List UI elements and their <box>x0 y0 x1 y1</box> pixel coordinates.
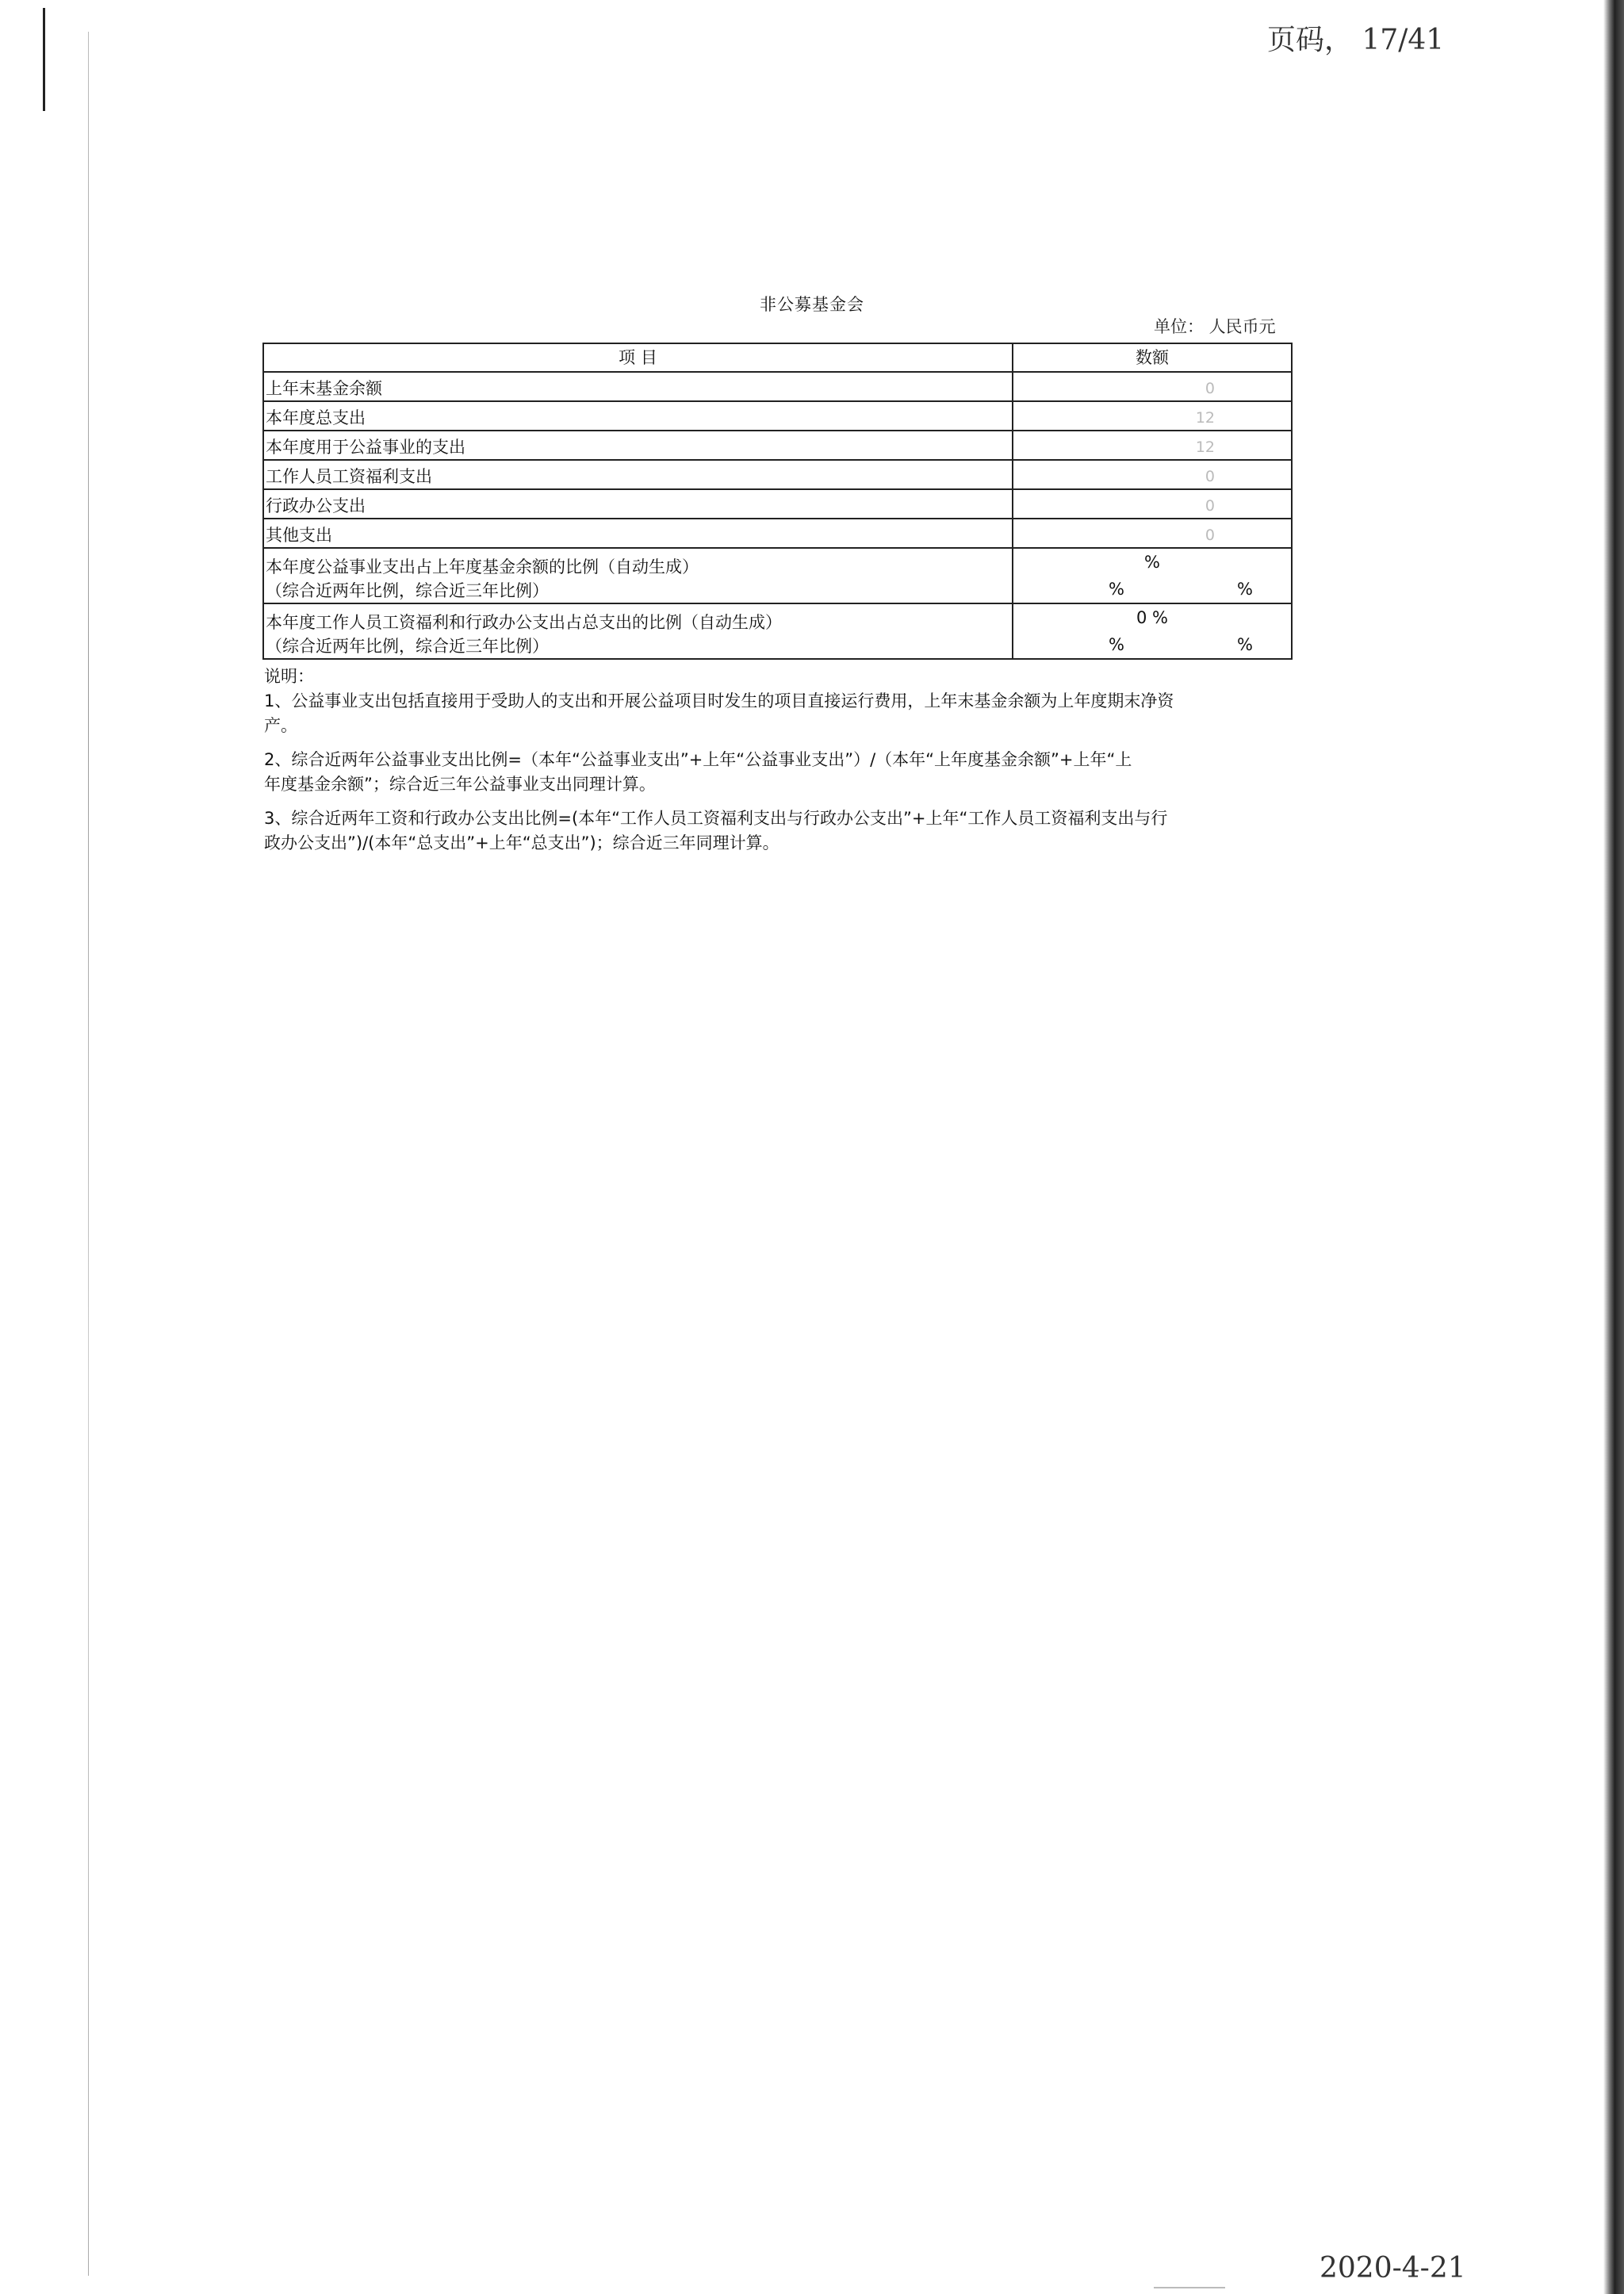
ratio-row-public-welfare <box>263 548 1292 603</box>
column-header-item: 项 目 <box>263 343 1013 372</box>
ratio-current-value: % <box>1144 553 1160 572</box>
scan-margin-line <box>88 32 89 2276</box>
table-row <box>263 519 1292 548</box>
row-value: 12 <box>1013 401 1292 431</box>
ratio-three-year-value: % <box>1237 580 1253 599</box>
ratio-row-salary-admin <box>263 603 1292 659</box>
ratio-three-year-value: % <box>1237 635 1253 654</box>
scan-footer-mark <box>1154 2287 1225 2288</box>
row-value: 0 <box>1013 489 1292 519</box>
note-3-line2: 政办公支出”)/(本年“总支出”+上年“总支出”)；综合近三年同理计算。 <box>264 833 779 852</box>
ratio-label-line1: 本年度工作人员工资福利和行政办公支出占总支出的比例（自动生成） <box>266 613 782 632</box>
note-2-line2: 年度基金余额”；综合近三年公益事业支出同理计算。 <box>264 775 656 794</box>
ratio-label-line1: 本年度公益事业支出占上年度基金余额的比例（自动生成） <box>266 557 699 576</box>
row-label: 上年末基金余额 <box>263 372 1013 401</box>
row-label: 工作人员工资福利支出 <box>263 460 1013 489</box>
ratio-value-cell <box>1013 603 1292 659</box>
ratio-two-year-value: % <box>1109 635 1124 654</box>
fund-expenditure-table <box>262 343 1293 660</box>
row-label: 行政办公支出 <box>263 489 1013 519</box>
ratio-two-year-value: % <box>1109 580 1124 599</box>
row-value: 0 <box>1013 372 1292 401</box>
table-header-row <box>263 343 1292 372</box>
notes-heading: 说明： <box>264 667 314 686</box>
explanatory-notes <box>264 664 1295 856</box>
scan-edge-left <box>43 8 45 111</box>
ratio-label-line2: （综合近两年比例，综合近三年比例） <box>266 581 549 600</box>
note-2-line1: 2、综合近两年公益事业支出比例=（本年“公益事业支出”+上年“公益事业支出”）/（本年“上年度基金余额”+上年“上 <box>264 750 1132 769</box>
row-value: 0 <box>1013 460 1292 489</box>
report-title: 非公募基金会 <box>760 295 864 314</box>
table-row <box>263 372 1292 401</box>
unit-label: 单位： 人民币元 <box>1154 317 1276 336</box>
page-number: 页码， 17/41 <box>1267 24 1445 56</box>
note-1-line2: 产。 <box>264 716 297 735</box>
scan-edge-right <box>1603 0 1624 2294</box>
ratio-label <box>263 548 1013 603</box>
table-row <box>263 401 1292 431</box>
row-label: 本年度用于公益事业的支出 <box>263 431 1013 460</box>
footer-date: 2020-4-21 <box>1320 2252 1466 2284</box>
ratio-label <box>263 603 1013 659</box>
table-row <box>263 460 1292 489</box>
note-1-line1: 1、公益事业支出包括直接用于受助人的支出和开展公益项目时发生的项目直接运行费用，上年末基金余额为上年度期末净资 <box>264 691 1174 710</box>
row-value: 0 <box>1013 519 1292 548</box>
ratio-value-cell <box>1013 548 1292 603</box>
row-value: 12 <box>1013 431 1292 460</box>
fund-table-container <box>262 343 1291 660</box>
row-label: 其他支出 <box>263 519 1013 548</box>
row-label: 本年度总支出 <box>263 401 1013 431</box>
note-3-line1: 3、综合近两年工资和行政办公支出比例=(本年“工作人员工资福利支出与行政办公支出”+上年“工作人员工资福利支出与行 <box>264 809 1168 828</box>
ratio-current-value: 0 % <box>1136 608 1168 627</box>
column-header-amount: 数额 <box>1013 343 1292 372</box>
table-row <box>263 489 1292 519</box>
table-row <box>263 431 1292 460</box>
ratio-label-line2: （综合近两年比例，综合近三年比例） <box>266 637 549 656</box>
